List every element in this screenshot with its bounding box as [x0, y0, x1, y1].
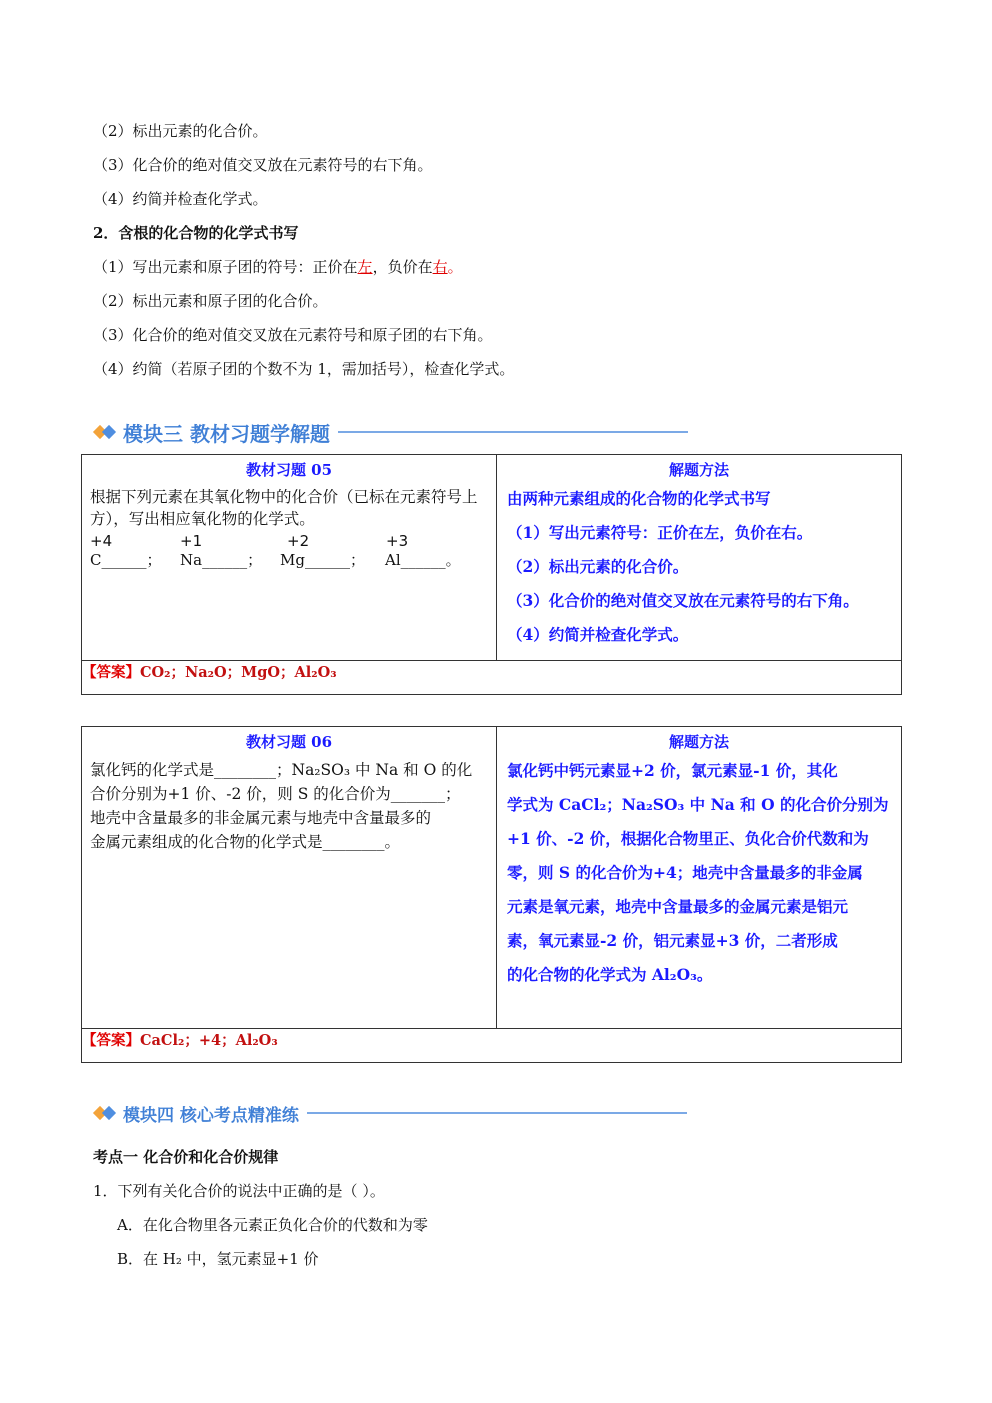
- element-c: C______；: [90, 551, 162, 569]
- question1-stem: 1．下列有关化合价的说法中正确的是（ ）。: [93, 1182, 385, 1200]
- module3-title: 模块三 教材习题学解题: [123, 421, 330, 446]
- exercise06-method-cell: [497, 727, 902, 1029]
- method-line: 由两种元素组成的化合物的化学式书写: [507, 489, 771, 508]
- exercise06-table: [81, 726, 902, 1063]
- exercise06-header: 教材习题 06: [245, 733, 333, 751]
- exercise06-question-cell: [82, 727, 497, 1029]
- kaodian-title: 考点一 化合价和化合价规律: [93, 1148, 279, 1166]
- question-line: 金属元素组成的化合物的化学式是________。: [90, 833, 401, 851]
- valence-al: +3: [386, 532, 409, 550]
- exercise06-answer-row: [82, 1029, 902, 1063]
- step1-mid: ，负价在: [372, 258, 433, 276]
- exercise05-question-cell: [82, 455, 497, 661]
- intro-line-2: （2）标出元素的化合价。: [93, 122, 268, 140]
- module3-header: [93, 417, 688, 447]
- valence-block: [82, 530, 496, 570]
- question-line: 氯化钙的化学式是________；Na₂SO₃ 中 Na 和 O 的化: [90, 761, 473, 779]
- exercise05-question: 根据下列元素在其氧化物中的化合价（已标在元素符号上方），写出相应氧化物的化学式。: [90, 488, 478, 528]
- section2-step1: [93, 257, 463, 277]
- exercise06-method: [497, 754, 901, 992]
- method-line: 元素是氧元素，地壳中含量最多的金属元素是铝元: [507, 897, 849, 916]
- answer-label: 【答案】: [82, 1032, 140, 1049]
- exercise06-question: [82, 754, 496, 854]
- exercise05-method-header: 解题方法: [668, 461, 729, 479]
- valence-mg: +2: [287, 532, 310, 550]
- element-row: [90, 550, 488, 570]
- module4-title: 模块四 核心考点精准练: [123, 1105, 299, 1126]
- question1-option-a[interactable]: A．在化合物里各元素正负化合价的代数和为零: [117, 1216, 428, 1234]
- element-na: Na______；: [180, 551, 263, 569]
- answer-label: 【答案】: [82, 664, 140, 681]
- method-line: 学式为 CaCl₂；Na₂SO₃ 中 Na 和 O 的化合价分别为: [507, 795, 889, 814]
- exercise05-header: 教材习题 05: [245, 461, 333, 479]
- method-line: 的化合物的化学式为 Al₂O₃。: [507, 965, 713, 984]
- exercise05-answer-row: [82, 661, 902, 695]
- exercise06-answer: CaCl₂；+4；Al₂O₃: [140, 1032, 278, 1049]
- method-line: +1 价、-2 价，根据化合物里正、负化合价代数和为: [507, 829, 869, 848]
- valence-na: +1: [180, 532, 203, 550]
- method-line: 零，则 S 的化合价为+4；地壳中含量最多的非金属: [507, 863, 863, 882]
- question1-option-b[interactable]: B．在 H₂ 中，氢元素显+1 价: [117, 1250, 319, 1268]
- section2-title: 2．含根的化合物的化学式书写: [93, 224, 299, 242]
- element-mg: Mg______；: [280, 551, 365, 569]
- element-al: Al______。: [385, 551, 461, 569]
- exercise05-table: [81, 454, 902, 695]
- method-line: （3）化合价的绝对值交叉放在元素符号的右下角。: [507, 591, 859, 610]
- module4-rule: [307, 1112, 687, 1114]
- module3-rule: [338, 431, 688, 433]
- question-line: 地壳中含量最多的非金属元素与地壳中含量最多的: [90, 809, 432, 827]
- exercise06-method-header: 解题方法: [668, 733, 729, 751]
- method-line: （4）约简并检查化学式。: [507, 625, 689, 644]
- intro-line-4: （4）约简并检查化学式。: [93, 190, 268, 208]
- step1-right: 右: [432, 258, 448, 276]
- section2-step3: （3）化合价的绝对值交叉放在元素符号和原子团的右下角。: [93, 326, 493, 344]
- valence-c: +4: [90, 532, 113, 550]
- method-line: （2）标出元素的化合价。: [507, 557, 689, 576]
- exercise05-answer: CO₂；Na₂O；MgO；Al₂O₃: [140, 664, 337, 681]
- exercise05-method-cell: [497, 455, 902, 661]
- intro-line-3: （3）化合价的绝对值交叉放在元素符号的右下角。: [93, 156, 433, 174]
- section2-step2: （2）标出元素和原子团的化合价。: [93, 292, 328, 310]
- valence-row: [90, 532, 488, 550]
- diamond-icon: [93, 422, 117, 442]
- question-line: 合价分别为+1 价、-2 价，则 S 的化合价为_______；: [90, 785, 461, 803]
- method-line: （1）写出元素符号：正价在左，负价在右。: [507, 523, 813, 542]
- section2-step4: （4）约简（若原子团的个数不为 1，需加括号），检查化学式。: [93, 360, 515, 378]
- step1-end: 。: [447, 258, 463, 276]
- step1-left: 左: [357, 258, 373, 276]
- method-line: 氯化钙中钙元素显+2 价，氯元素显-1 价，其化: [507, 761, 838, 780]
- step1-prefix: （1）写出元素和原子团的符号：正价在: [93, 258, 358, 276]
- exercise05-method: [497, 482, 901, 652]
- diamond-icon: [93, 1103, 117, 1123]
- module4-header: [93, 1098, 687, 1128]
- method-line: 素，氧元素显-2 价，铝元素显+3 价，二者形成: [507, 931, 838, 950]
